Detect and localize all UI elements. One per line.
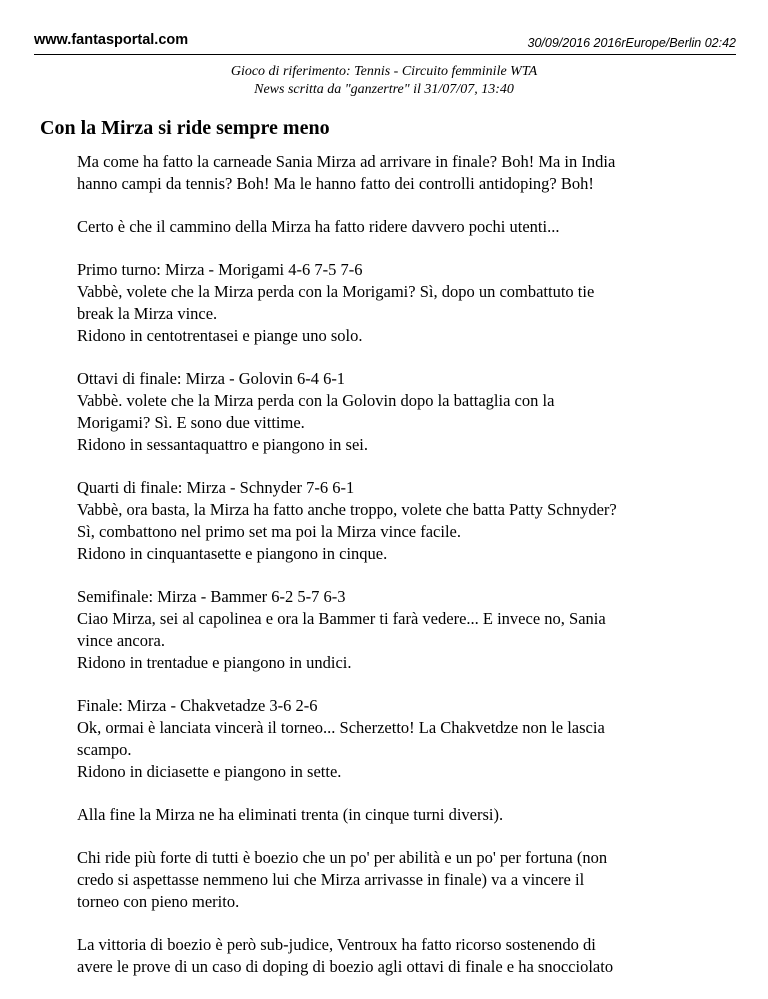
paragraph-line: Primo turno: Mirza - Morigami 4-6 7-5 7-6 [77, 260, 363, 279]
site-url: www.fantasportal.com [34, 32, 189, 48]
article-paragraph [77, 934, 707, 978]
article-paragraph [77, 847, 707, 913]
paragraph-line: Vabbè, volete che la Mirza perda con la Morigami? Sì, dopo un combattuto tie [77, 282, 595, 301]
paragraph-line: credo si aspettasse nemmeno lui che Mirza arrivasse in finale) va a vincere il [77, 870, 585, 889]
article-meta [0, 63, 768, 99]
print-timestamp: 30/09/2016 2016rEurope/Berlin 02:42 [527, 36, 736, 50]
paragraph-line: Vabbè. volete che la Mirza perda con la Golovin dopo la battaglia con la [77, 391, 555, 410]
paragraph-line: Ok, ormai è lanciata vincerà il torneo... Scherzetto! La Chakvetdze non le lascia [77, 718, 605, 737]
paragraph-line: Ridono in diciasette e piangono in sette. [77, 762, 342, 781]
paragraph-line: torneo con pieno merito. [77, 892, 240, 911]
paragraph-line: avere le prove di un caso di doping di boezio agli ottavi di finale e ha snocciolato [77, 957, 614, 976]
article-title: Con la Mirza si ride sempre meno [40, 117, 330, 139]
paragraph-line: vince ancora. [77, 631, 165, 650]
article-paragraph [77, 695, 707, 783]
paragraph-line: Semifinale: Mirza - Bammer 6-2 5-7 6-3 [77, 587, 346, 606]
author-line: News scritta da "ganzertre" il 31/07/07, 13:40 [254, 82, 514, 97]
paragraph-line: Alla fine la Mirza ne ha eliminati trenta (in cinque turni diversi). [77, 805, 504, 824]
paragraph-line: scampo. [77, 740, 132, 759]
article-paragraph [77, 586, 707, 674]
paragraph-line: Morigami? Sì. E sono due vittime. [77, 413, 305, 432]
article-paragraph [77, 804, 707, 826]
paragraph-line: Certo è che il cammino della Mirza ha fatto ridere davvero pochi utenti... [77, 217, 560, 236]
paragraph-line: Quarti di finale: Mirza - Schnyder 7-6 6-1 [77, 478, 355, 497]
reference-game: Gioco di riferimento: Tennis - Circuito femminile WTA [230, 64, 538, 79]
article-body [77, 151, 707, 999]
paragraph-line: Ridono in centotrentasei e piange uno solo. [77, 326, 363, 345]
page-header [34, 30, 736, 55]
paragraph-line: La vittoria di boezio è però sub-judice, Ventroux ha fatto ricorso sostenendo di [77, 935, 596, 954]
paragraph-line: Chi ride più forte di tutti è boezio che un po' per abilità e un po' per fortuna (non [77, 848, 608, 867]
paragraph-line: hanno campi da tennis? Boh! Ma le hanno fatto dei controlli antidoping? Boh! [77, 174, 594, 193]
paragraph-line: Ridono in trentadue e piangono in undici. [77, 653, 352, 672]
article-paragraph [77, 216, 707, 238]
paragraph-line: Sì, combattono nel primo set ma poi la Mirza vince facile. [77, 522, 461, 541]
article-paragraph [77, 151, 707, 195]
paragraph-line: Ridono in sessantaquattro e piangono in sei. [77, 435, 368, 454]
paragraph-line: Ottavi di finale: Mirza - Golovin 6-4 6-1 [77, 369, 346, 388]
paragraph-line: break la Mirza vince. [77, 304, 218, 323]
article-paragraph [77, 477, 707, 565]
paragraph-line: Finale: Mirza - Chakvetadze 3-6 2-6 [77, 696, 318, 715]
article-paragraph [77, 259, 707, 347]
article-paragraph [77, 368, 707, 456]
paragraph-line: Vabbè, ora basta, la Mirza ha fatto anche troppo, volete che batta Patty Schnyder? [77, 500, 617, 519]
paragraph-line: Ciao Mirza, sei al capolinea e ora la Bammer ti farà vedere... E invece no, Sania [77, 609, 606, 628]
paragraph-line: Ridono in cinquantasette e piangono in cinque. [77, 544, 388, 563]
paragraph-line: Ma come ha fatto la carneade Sania Mirza ad arrivare in finale? Boh! Ma in India [77, 152, 616, 171]
